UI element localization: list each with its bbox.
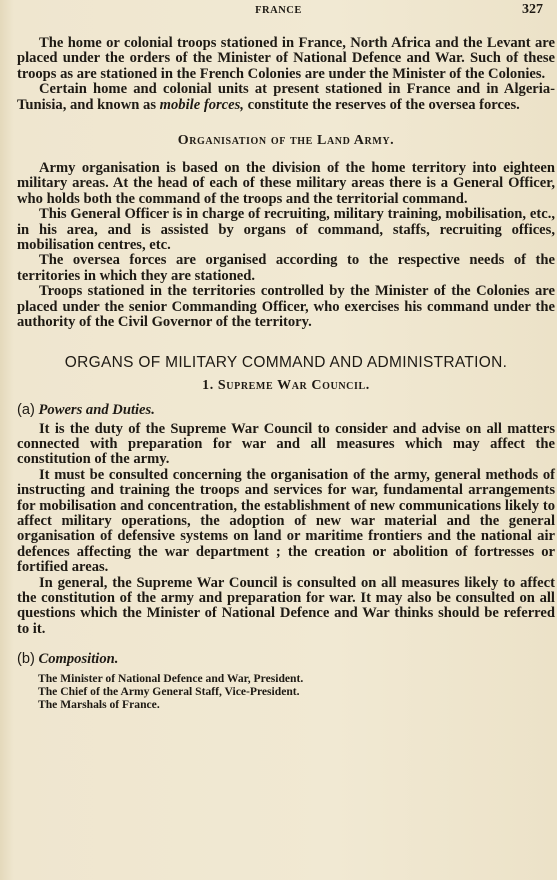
organisation-paragraph-2: This General Officer is in charge of recruiting, military training, mobilisation, etc., in his area, and is assisted by organs of command, staffs, recruiting offices, mobilisation centres, etc. bbox=[17, 206, 555, 254]
organs-heading: ORGANS OF MILITARY COMMAND AND ADMINISTRATION. bbox=[64, 353, 508, 371]
section-b-title: Composition. bbox=[38, 651, 119, 668]
organisation-heading: Organisation of the Land Army. bbox=[177, 133, 395, 149]
intro-p2-start: Certain home and colonial units at present stationed in France and in Algeria-Tunisia, and known as bbox=[17, 81, 555, 113]
intro-p2-end: constitute the reserves of the oversea forces. bbox=[243, 96, 520, 113]
composition-item: The Minister of National Defence and War, President. bbox=[38, 672, 304, 686]
powers-paragraph-3: In general, the Supreme War Council is consulted on all measures likely to affect the constitution of the army and preparation for war. It may also be consulted on all questions which the Minister of National Defence and War thinks should be referred to it. bbox=[17, 574, 555, 637]
organisation-paragraph-3: The oversea forces are organised according to the respective needs of the territories in which they are stationed. bbox=[17, 252, 555, 284]
mobile-forces-term: mobile forces, bbox=[159, 96, 244, 113]
section-a-title: Powers and Duties. bbox=[38, 401, 155, 418]
page-body bbox=[17, 36, 555, 711]
section-b-letter: (b) bbox=[17, 651, 35, 668]
composition-item: The Marshals of France. bbox=[38, 698, 160, 712]
page-number: 327 bbox=[522, 2, 543, 17]
section-a-heading bbox=[17, 402, 555, 419]
organisation-paragraph-1: Army organisation is based on the division of the home territory into eighteen military areas. At the head of each of these military areas there is a General Officer, who holds both the command of the troops and the territorial command. bbox=[17, 160, 555, 207]
section-b-heading bbox=[17, 651, 555, 668]
page-header bbox=[0, 2, 557, 20]
supreme-war-council-heading: 1. Supreme War Council. bbox=[202, 377, 370, 393]
section-a-letter: (a) bbox=[17, 401, 35, 418]
intro-paragraph-2 bbox=[17, 82, 555, 113]
powers-paragraph-1: It is the duty of the Supreme War Council to consider and advise on all matters connected with preparation for war and all measures which may affect the constitution of the army. bbox=[17, 420, 555, 468]
composition-item: The Chief of the Army General Staff, Vice-President. bbox=[38, 685, 300, 699]
intro-paragraph-1: The home or colonial troops stationed in France, North Africa and the Levant are placed under the orders of the Minister of National Defence and War. Such of these troops as are stationed in the French Colonies are under the Minister of the Colonies. bbox=[17, 35, 555, 82]
powers-paragraph-2: It must be consulted concerning the organisation of the army, general methods of instructing and training the troops and services for war, fundamental arrangements for mobilisation and concentration, the establishment of new communications likely to affect military operations, the adoption of new war material and the general organisation of defensive systems on land or maritime frontiers and the national air defences affecting the war department ; the creation or abolition of fortresses or fortified areas. bbox=[17, 466, 555, 576]
running-head: FRANCE bbox=[255, 5, 302, 16]
organisation-paragraph-4: Troops stationed in the territories controlled by the Minister of the Colonies are placed under the senior Commanding Officer, who exercises his command under the authority of the Civil Governor of the territory. bbox=[17, 283, 555, 331]
composition-list bbox=[17, 672, 555, 711]
